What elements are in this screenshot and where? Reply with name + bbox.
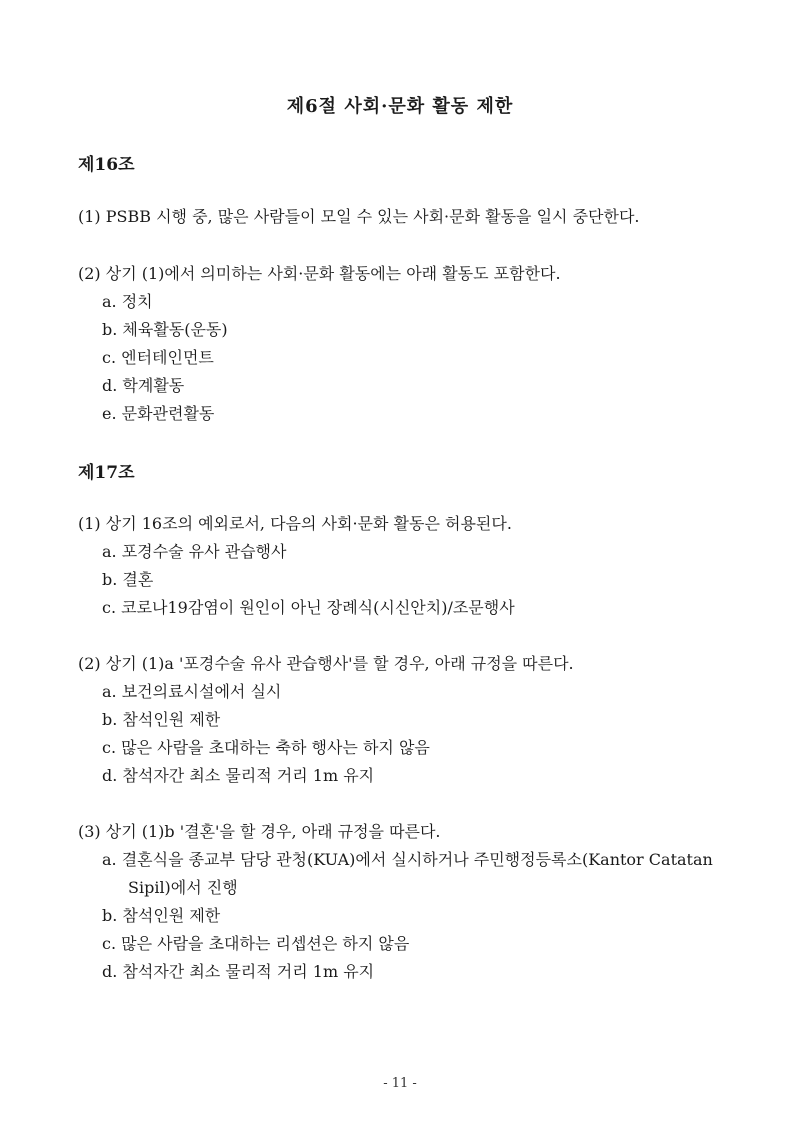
list-item: a. 보건의료시설에서 실시 [102,682,282,701]
list-item: d. 학계활동 [102,376,185,395]
list-item: b. 참석인원 제한 [102,710,221,729]
list-item: a. 결혼식을 종교부 담당 관청(KUA)에서 실시하거나 주민행정등록소(Kantor Catatan Sipil)에서 진행 [102,850,713,897]
list-item: e. 문화관련활동 [102,404,215,423]
chapter-title: 제6절 사회·문화 활동 제한 [286,96,514,117]
list-item: c. 코로나19감염이 원인이 아닌 장례식(시신안치)/조문행사 [102,598,515,617]
article-17-paragraph-2 [78,650,738,790]
list-item: b. 참석인원 제한 [102,906,221,925]
article-17-paragraph-3 [78,818,738,986]
list-item: d. 참석자간 최소 물리적 거리 1m 유지 [102,962,375,981]
list-item: b. 체육활동(운동) [102,320,228,339]
list-item: c. 엔터테인먼트 [102,348,214,367]
paragraph-text: (3) 상기 (1)b '결혼'을 할 경우, 아래 규정을 따른다. [78,822,441,841]
article-17-heading: 제17조 [78,463,135,483]
article-16-paragraph-1 [78,203,738,231]
paragraph-text: (1) PSBB 시행 중, 많은 사람들이 모일 수 있는 사회·문화 활동을 일시 중단한다. [78,207,640,226]
list-item: a. 정치 [102,292,153,311]
article-16-paragraph-2 [78,260,738,428]
list-item: a. 포경수술 유사 관습행사 [102,542,287,561]
list-item: c. 많은 사람을 초대하는 축하 행사는 하지 않음 [102,738,430,757]
paragraph-text: (2) 상기 (1)에서 의미하는 사회·문화 활동에는 아래 활동도 포함한다. [78,264,561,283]
paragraph-text: (2) 상기 (1)a '포경수술 유사 관습행사'를 할 경우, 아래 규정을 따른다. [78,654,574,673]
page-number: - 11 - [383,1076,417,1091]
list-item: d. 참석자간 최소 물리적 거리 1m 유지 [102,766,375,785]
list-item: b. 결혼 [102,570,154,589]
article-17-paragraph-1 [78,510,738,622]
paragraph-text: (1) 상기 16조의 예외로서, 다음의 사회·문화 활동은 허용된다. [78,514,512,533]
article-16-heading: 제16조 [78,155,135,175]
list-item: c. 많은 사람을 초대하는 리셉션은 하지 않음 [102,934,410,953]
